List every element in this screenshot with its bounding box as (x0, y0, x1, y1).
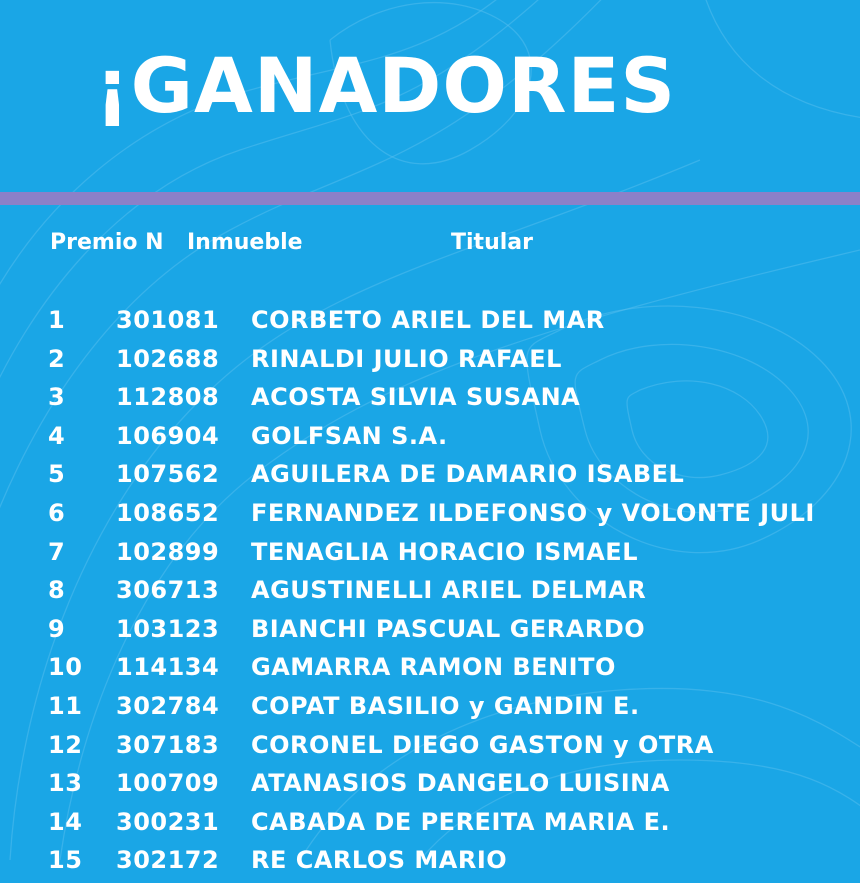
prize-number: 12 (48, 730, 83, 759)
property-number: 300231 (116, 807, 220, 836)
winners-list (0, 304, 860, 883)
winner-row (0, 844, 860, 883)
prize-number: 5 (48, 460, 66, 489)
column-header-titular: Titular (451, 230, 533, 255)
column-header-inmueble: Inmueble (187, 230, 303, 255)
holder-name: CORONEL DIEGO GASTON y OTRA (251, 730, 714, 759)
winner-row (0, 613, 860, 652)
prize-number: 1 (48, 306, 66, 334)
prize-number: 8 (48, 576, 66, 605)
holder-name: TENAGLIA HORACIO ISMAEL (251, 537, 638, 566)
holder-name: CABADA DE PEREITA MARIA E. (251, 807, 671, 836)
property-number: 112808 (116, 383, 220, 412)
property-number: 108652 (116, 498, 220, 527)
winner-row (0, 767, 860, 806)
prize-number: 7 (48, 537, 66, 566)
holder-name: ACOSTA SILVIA SUSANA (251, 383, 581, 412)
winner-row (0, 497, 860, 536)
property-number: 107562 (116, 460, 220, 489)
property-number: 103123 (116, 614, 220, 643)
winner-row (0, 458, 860, 497)
prize-number: 4 (48, 421, 66, 450)
holder-name: GOLFSAN S.A. (251, 421, 448, 450)
property-number: 102688 (116, 344, 220, 373)
property-number: 114134 (116, 653, 220, 682)
prize-number: 13 (48, 769, 83, 798)
property-number: 106904 (116, 421, 220, 450)
holder-name: RINALDI JULIO RAFAEL (251, 344, 562, 373)
holder-name: AGUSTINELLI ARIEL DELMAR (251, 576, 647, 605)
prize-number: 15 (48, 846, 83, 875)
holder-name: BIANCHI PASCUAL GERARDO (251, 614, 646, 643)
holder-name: AGUILERA DE DAMARIO ISABEL (251, 460, 685, 489)
winner-row (0, 381, 860, 420)
winner-row (0, 690, 860, 729)
page-title: ¡GANADORES (95, 41, 677, 130)
winner-row (0, 574, 860, 613)
header-divider (0, 192, 860, 205)
prize-number: 14 (48, 807, 83, 836)
property-number: 302784 (116, 691, 220, 720)
prize-number: 11 (48, 691, 83, 720)
winner-row (0, 806, 860, 845)
holder-name: CORBETO ARIEL DEL MAR (251, 306, 605, 334)
winner-row (0, 420, 860, 459)
holder-name: RE CARLOS MARIO (251, 846, 508, 875)
prize-number: 2 (48, 344, 66, 373)
property-number: 307183 (116, 730, 220, 759)
column-header-premio: Premio N (50, 230, 164, 255)
winner-row (0, 536, 860, 575)
property-number: 302172 (116, 846, 220, 875)
holder-name: ATANASIOS DANGELO LUISINA (251, 769, 670, 798)
property-number: 100709 (116, 769, 220, 798)
property-number: 306713 (116, 576, 220, 605)
winner-row (0, 729, 860, 768)
holder-name: GAMARRA RAMON BENITO (251, 653, 616, 682)
prize-number: 3 (48, 383, 66, 412)
prize-number: 9 (48, 614, 66, 643)
prize-number: 10 (48, 653, 83, 682)
winner-row (0, 651, 860, 690)
winner-row (0, 343, 860, 382)
holder-name: COPAT BASILIO y GANDIN E. (251, 691, 640, 720)
property-number: 301081 (116, 306, 220, 334)
winner-row (0, 304, 860, 343)
holder-name: FERNANDEZ ILDEFONSO y VOLONTE JULI (251, 498, 815, 527)
prize-number: 6 (48, 498, 66, 527)
property-number: 102899 (116, 537, 220, 566)
